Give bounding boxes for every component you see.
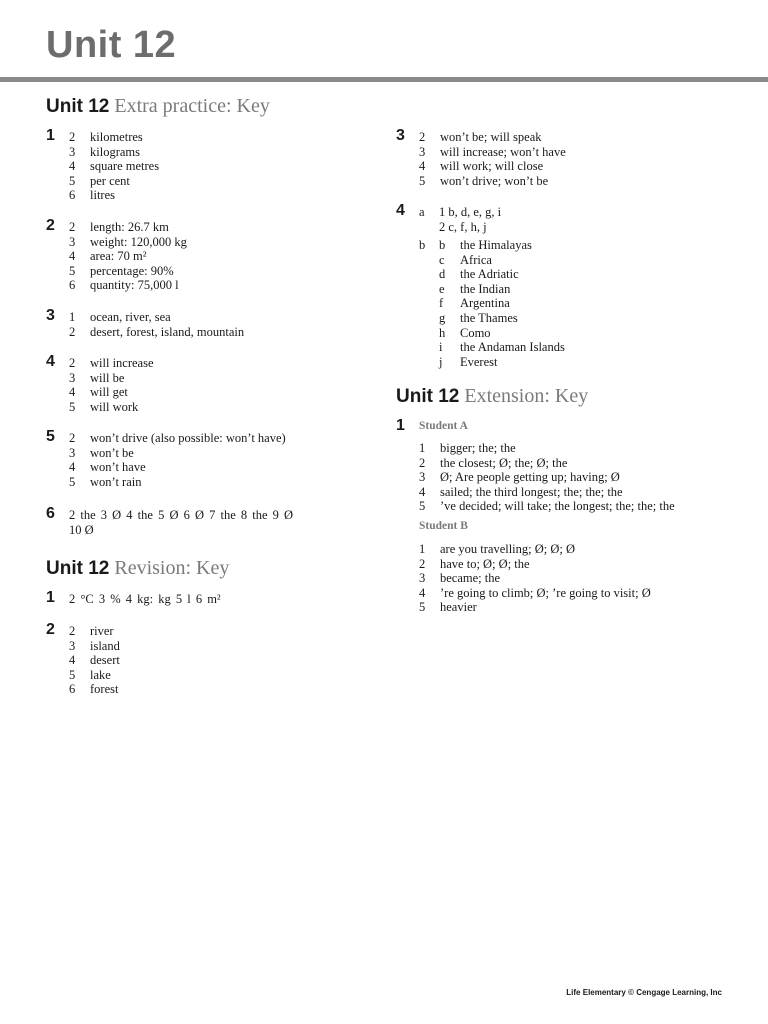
item-answer: desert, forest, island, mountain — [90, 324, 245, 339]
exercise-number: 3 — [396, 127, 405, 144]
page-title: Unit 12 — [46, 24, 177, 66]
item-number: 5 — [419, 600, 426, 615]
item-answer: the Andaman Islands — [460, 340, 565, 355]
item-answer: the Adriatic — [460, 267, 519, 282]
item-answer: weight: 120,000 kg — [90, 234, 187, 249]
footer-copyright: Life Elementary © Cengage Learning, Inc — [566, 988, 722, 997]
item-number: 1 — [69, 310, 76, 324]
item-number: 2 — [419, 556, 426, 571]
item-number: 2 — [69, 324, 76, 339]
item-answer: will increase; won’t have — [440, 144, 566, 159]
item-number: 2 — [69, 130, 76, 144]
answer-line: 2 c, f, h, j — [439, 220, 487, 234]
item-number: 2 — [419, 130, 426, 144]
item-answer: will work — [90, 399, 139, 414]
item-answer: won’t drive (also possible: won’t have) — [90, 431, 286, 445]
item-answer: will get — [90, 385, 128, 400]
item-answer: desert — [90, 653, 120, 668]
item-answer: forest — [90, 682, 119, 697]
item-number: 5 — [419, 499, 426, 514]
item-number: 1 — [419, 441, 426, 455]
item-number: 3 — [69, 234, 76, 249]
item-answer: won’t have — [90, 460, 146, 475]
item-answer: won’t be — [90, 445, 134, 460]
revision-title: Revision: Key — [114, 557, 230, 579]
item-number: 5 — [69, 399, 76, 414]
item-number: 1 — [419, 542, 426, 556]
answer-line: 2 °C 3 % 4 kg: kg 5 l 6 m² — [69, 592, 221, 606]
item-number: f — [439, 296, 444, 311]
item-number: 4 — [69, 653, 76, 668]
item-number: 4 — [419, 159, 426, 174]
item-answer: island — [90, 638, 120, 653]
exercise-number: 2 — [46, 621, 55, 638]
exercise-number: 2 — [46, 217, 55, 234]
item-number: 3 — [419, 571, 426, 586]
extra-practice-unit: Unit 12 — [46, 96, 110, 117]
item-answer: won’t rain — [90, 474, 142, 489]
item-number: c — [439, 252, 445, 267]
part-label: a — [419, 205, 425, 219]
item-answer: will be — [90, 370, 125, 385]
item-number: 2 — [419, 455, 426, 470]
item-number: 4 — [69, 385, 76, 400]
item-answer: Africa — [460, 252, 492, 267]
exercise-number: 1 — [46, 127, 55, 144]
item-number: 3 — [69, 370, 76, 385]
item-answer: area: 70 m² — [90, 249, 147, 264]
item-answer: won’t be; will speak — [440, 130, 542, 144]
item-answer: Everest — [460, 354, 498, 369]
item-number: 5 — [69, 474, 76, 489]
item-answer: Ø; Are people getting up; having; Ø — [440, 470, 620, 485]
item-number: i — [439, 340, 443, 355]
answer-line: 10 Ø — [69, 523, 94, 537]
answer-line: 1 b, d, e, g, i — [439, 205, 502, 219]
item-answer: ’ve decided; will take; the longest; the; the; the — [440, 499, 675, 514]
exercise-number: 4 — [46, 353, 55, 370]
item-answer: quantity: 75,000 l — [90, 278, 179, 293]
item-answer: the Indian — [460, 281, 511, 296]
item-answer: Argentina — [460, 296, 510, 311]
item-number: 4 — [69, 460, 76, 475]
item-answer: sailed; the third longest; the; the; the — [440, 484, 623, 499]
item-answer: bigger; the; the — [440, 441, 516, 455]
item-number: 2 — [69, 431, 76, 445]
item-number: j — [439, 354, 443, 369]
item-number: 4 — [69, 249, 76, 264]
item-answer: per cent — [90, 173, 130, 188]
item-answer: ’re going to climb; Ø; ’re going to visit; Ø — [440, 585, 651, 600]
item-answer: will work; will close — [440, 159, 544, 174]
item-answer: percentage: 90% — [90, 263, 174, 278]
item-answer: heavier — [440, 600, 477, 615]
item-number: g — [439, 311, 446, 325]
item-answer: length: 26.7 km — [90, 220, 169, 234]
revision-heading — [46, 557, 229, 580]
item-number: 3 — [69, 638, 76, 653]
item-answer: will increase — [90, 356, 154, 370]
exercise-number: 1 — [46, 589, 55, 606]
item-answer: lake — [90, 667, 111, 682]
extension-unit: Unit 12 — [396, 386, 460, 407]
item-number: 5 — [69, 173, 76, 188]
item-answer: the Himalayas — [460, 238, 532, 252]
item-answer: the closest; Ø; the; Ø; the — [440, 455, 568, 470]
item-number: 5 — [419, 173, 426, 188]
item-answer: kilograms — [90, 144, 140, 159]
item-number: 4 — [419, 585, 426, 600]
item-answer: square metres — [90, 159, 160, 174]
exercise-number: 4 — [396, 202, 405, 219]
extension-heading — [396, 385, 588, 408]
extra-practice-title: Extra practice: Key — [114, 95, 270, 117]
item-number: 3 — [419, 144, 426, 159]
header-rule — [0, 77, 768, 82]
answer-line: 2 the 3 Ø 4 the 5 Ø 6 Ø 7 the 8 the 9 Ø — [69, 508, 294, 522]
part-label: b — [419, 238, 426, 252]
student-a-label: Student A — [419, 420, 468, 432]
item-number: 4 — [419, 484, 426, 499]
item-answer: litres — [90, 188, 115, 203]
item-number: 2 — [69, 624, 76, 638]
item-answer: kilometres — [90, 130, 143, 144]
exercise-number: 3 — [46, 307, 55, 324]
item-answer: river — [90, 624, 114, 638]
item-number: e — [439, 281, 445, 296]
item-number: 6 — [69, 188, 76, 203]
revision-unit: Unit 12 — [46, 558, 110, 579]
extension-title: Extension: Key — [464, 385, 589, 407]
item-answer: Como — [460, 325, 491, 340]
item-number: 3 — [69, 445, 76, 460]
item-answer: became; the — [440, 571, 501, 586]
exercise-number: 5 — [46, 428, 55, 445]
item-number: 6 — [69, 278, 76, 293]
item-number: 2 — [69, 356, 76, 370]
item-number: 6 — [69, 682, 76, 697]
item-answer: have to; Ø; Ø; the — [440, 556, 530, 571]
item-answer: won’t drive; won’t be — [440, 173, 549, 188]
item-number: 3 — [69, 144, 76, 159]
item-number: h — [439, 325, 446, 340]
student-b-label: Student B — [419, 520, 468, 532]
item-answer: the Thames — [460, 311, 518, 325]
item-number: 5 — [69, 667, 76, 682]
item-number: 4 — [69, 159, 76, 174]
item-number: d — [439, 267, 446, 282]
extra-practice-heading — [46, 95, 270, 118]
exercise-number: 1 — [396, 417, 405, 434]
item-number: 2 — [69, 220, 76, 234]
item-answer: are you travelling; Ø; Ø; Ø — [440, 542, 576, 556]
item-number: 5 — [69, 263, 76, 278]
item-number: 3 — [419, 470, 426, 485]
item-number: b — [439, 238, 446, 252]
exercise-number: 6 — [46, 505, 55, 522]
item-answer: ocean, river, sea — [90, 310, 171, 324]
